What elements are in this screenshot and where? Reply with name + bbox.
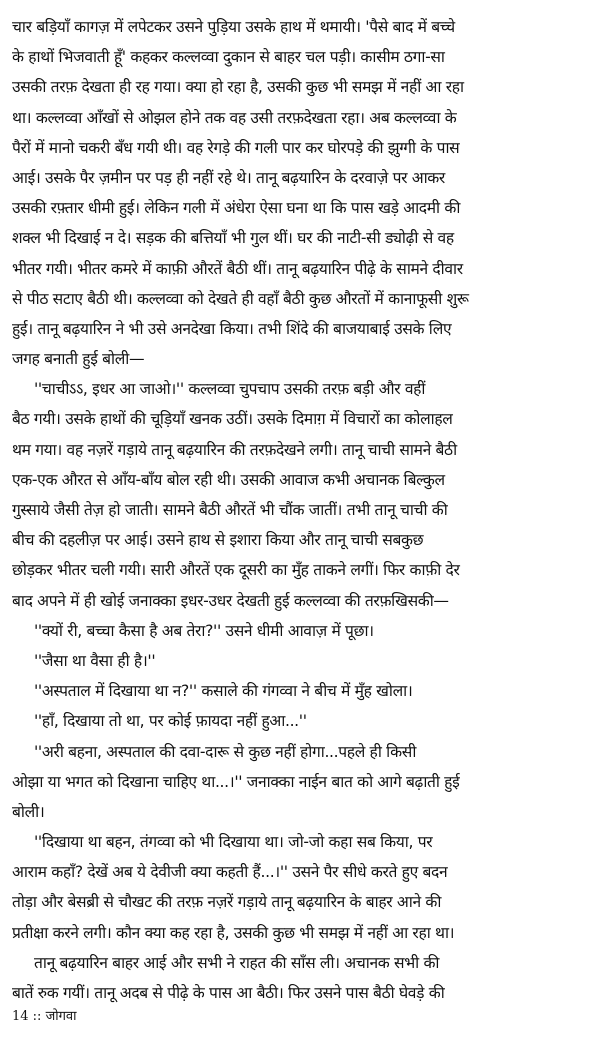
text-line: शक्ल भी दिखाई न दे। सड़क की बत्तियाँ भी गुल थीं। घर की नाटी-सी ड्योढ़ी से वह [12,229,454,248]
text-line: चार बड़ियाँ कागज़ में लपेटकर उसने पुड़िया उसके हाथ में थमायी। 'पैसे बाद में बच्चे [12,18,455,36]
text-line: आराम कहाँ? देखें अब ये देवीजी क्या कहती हैं...।'' उसने पैर सीधे करते हुए बदन [12,863,448,882]
text-line: तानू बढ़यारिन बाहर आई और सभी ने राहत की साँस ली। अचानक सभी की [34,953,440,972]
text-line: गुस्साये जैसी तेज़ हो जाती। सामने बैठी औरतें भी चौंक जातीं। तभी तानू चाची की [12,501,448,519]
text-line: जगह बनाती हुई बोली— [12,350,145,369]
text-line: छोड़कर भीतर चली गयी। सारी औरतें एक दूसरी का मुँह ताकने लगीं। फिर काफ़ी देर [12,561,460,580]
text-line: ''दिखाया था बहन, तंगव्वा को भी दिखाया था। जो-जो कहा सब किया, पर [34,833,433,852]
page-footer: 14 :: जोगवा [12,1009,77,1024]
text-line: ''अस्पताल में दिखाया था न?'' कसाले की गंगव्वा ने बीच में मुँह खोला। [34,682,413,701]
text-line: भीतर गयी। भीतर कमरे में काफ़ी औरतें बैठी थीं। तानू बढ़यारिन पीढ़े के सामने दीवार [12,259,463,278]
text-line: बातें रुक गयीं। तानू अदब से पीढ़े के पास आ बैठी। फिर उसने पास बैठी घेवड़े की [12,984,445,1002]
text-line: ''हाँ, दिखाया तो था, पर कोई फ़ायदा नहीं हुआ...'' [34,712,307,731]
text-line: के हाथों भिजवाती हूँ' कहकर कल्लव्वा दुकान से बाहर चल पड़ी। कासीम ठगा-सा [12,48,445,67]
text-line: पैरों में मानो चकरी बँध गयी थी। वह रेगड़े की गली पार कर घोरपड़े की झुग्गी के पास [12,138,460,157]
text-line: ''जैसा था वैसा ही है।'' [34,651,156,670]
text-line: ''चाचीऽऽ, इधर आ जाओ।'' कल्लव्वा चुपचाप उसकी तरफ़ बड़ी और वहीं [34,380,426,399]
text-line: बीच की दहलीज़ पर आई। उसने हाथ से इशारा किया और तानू चाची सबकुछ [12,531,424,550]
text-line: बोली। [12,802,45,821]
text-line: प्रतीक्षा करने लगी। कौन क्या कह रहा है, उसकी कुछ भी समझ में नहीं आ रहा था। [12,923,455,942]
text-line: ओझा या भगत को दिखाना चाहिए था...।'' जनाक्का नाईन बात को आगे बढ़ाती हुई [12,772,460,791]
text-line: बाद अपने में ही खोई जनाक्का इधर-उधर देखती हुई कल्लव्वा की तरफ़खिसकी— [12,591,449,610]
text-line: थम गया। वह नज़रें गड़ाये तानू बढ़यारिन की तरफ़देखने लगी। तानू चाची सामने बैठी [12,440,457,459]
text-line: हुई। तानू बढ़यारिन ने भी उसे अनदेखा किया। तभी शिंदे की बाजयाबाई उसके लिए [12,319,452,338]
text-line: ''अरी बहना, अस्पताल की दवा-दारू से कुछ नहीं होगा...पहले ही किसी [34,742,417,761]
text-line: उसकी रफ़्तार धीमी हुई। लेकिन गली में अंधेरा ऐसा घना था कि पास खड़े आदमी की [12,199,461,218]
text-line: बैठ गयी। उसके हाथों की चूड़ियाँ खनक उठीं। उसके दिमाग़ में विचारों का कोलाहल [12,410,453,429]
text-line: से पीठ सटाए बैठी थी। कल्लव्वा को देखते ही वहाँ बैठी कुछ औरतों में कानाफूसी शुरू [12,289,469,308]
text-line: ''क्यों री, बच्चा कैसा है अब तेरा?'' उसने धीमी आवाज़ में पूछा। [34,621,374,640]
body-text [12,12,588,1008]
text-line: एक-एक औरत से आँय-बाँय बोल रही थी। उसकी आवाज कभी अचानक बिल्कुल [12,470,445,489]
text-line: उसकी तरफ़ देखता ही रह गया। क्या हो रहा है, उसकी कुछ भी समझ में नहीं आ रहा [12,78,464,97]
text-line: तोड़ा और बेसब्री से चौखट की तरफ़ नज़रें गड़ाये तानू बढ़यारिन के बाहर आने की [12,893,442,912]
text-line: था। कल्लव्वा आँखों से ओझल होने तक वह उसी तरफ़देखता रहा। अब कल्लव्वा के [12,108,457,127]
text-line: आई। उसके पैर ज़मीन पर पड़ ही नहीं रहे थे। तानू बढ़यारिन के दरवाज़े पर आकर [12,168,445,187]
